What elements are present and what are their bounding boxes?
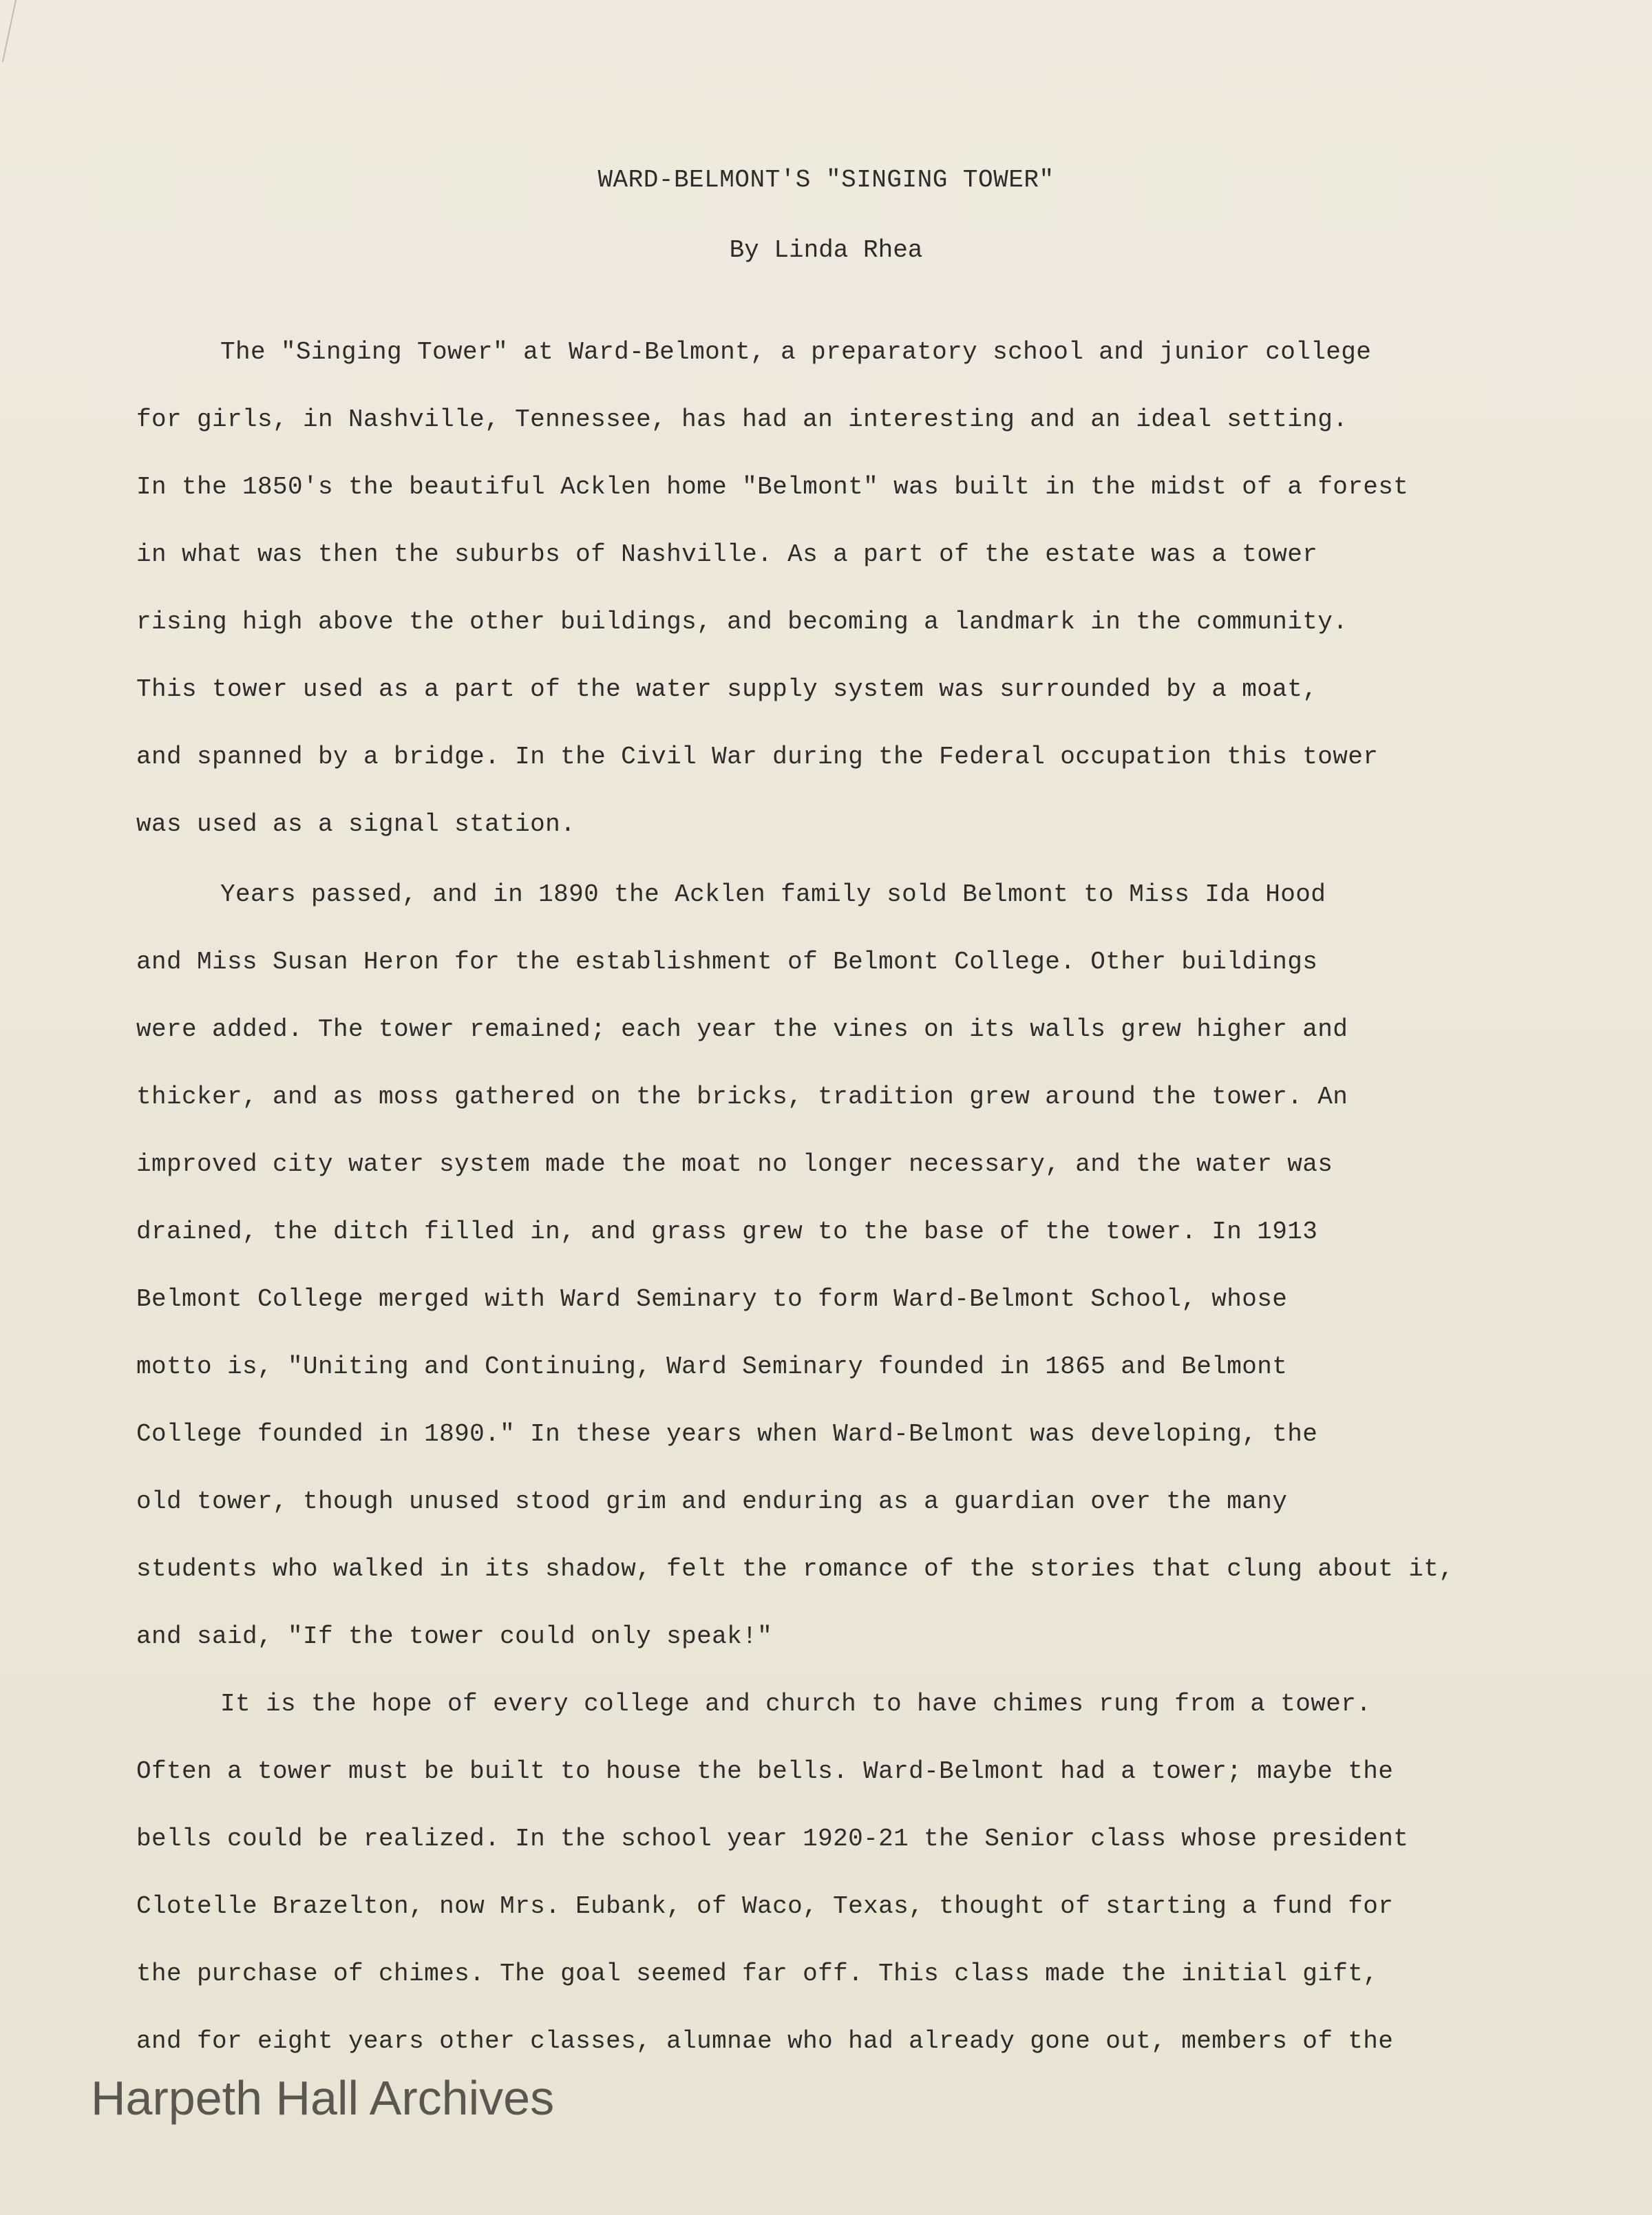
- text-line: and for eight years other classes, alumnae who had already gone out, members of the: [136, 2027, 1394, 2055]
- text-line: Often a tower must be built to house the bells. Ward-Belmont had a tower; maybe the: [136, 1757, 1394, 1785]
- archive-watermark: Harpeth Hall Archives: [91, 2071, 555, 2125]
- text-line: Belmont College merged with Ward Seminary to form Ward-Belmont School, whose: [136, 1285, 1288, 1313]
- text-line: were added. The tower remained; each year the vines on its walls grew higher and: [136, 1015, 1348, 1043]
- text-line: and Miss Susan Heron for the establishment of Belmont College. Other buildings: [136, 948, 1318, 976]
- text-line: was used as a signal station.: [136, 810, 576, 838]
- text-line: Clotelle Brazelton, now Mrs. Eubank, of Waco, Texas, thought of starting a fund for: [136, 1892, 1394, 1920]
- text-line: the purchase of chimes. The goal seemed far off. This class made the initial gift,: [136, 1960, 1379, 1988]
- text-line: It is the hope of every college and church to have chimes rung from a tower.: [220, 1690, 1372, 1718]
- text-line: The "Singing Tower" at Ward-Belmont, a preparatory school and junior college: [220, 338, 1372, 366]
- page-corner-fold: [0, 0, 17, 62]
- text-line: This tower used as a part of the water supply system was surrounded by a moat,: [136, 675, 1318, 703]
- text-line: and said, "If the tower could only speak!": [136, 1622, 773, 1651]
- text-line: rising high above the other buildings, and becoming a landmark in the community.: [136, 608, 1348, 636]
- text-line: improved city water system made the moat no longer necessary, and the water was: [136, 1150, 1333, 1178]
- text-line: in what was then the suburbs of Nashville. As a part of the estate was a tower: [136, 540, 1318, 569]
- text-line: bells could be realized. In the school year 1920-21 the Senior class whose president: [136, 1825, 1409, 1853]
- text-line: Years passed, and in 1890 the Acklen family sold Belmont to Miss Ida Hood: [220, 880, 1326, 909]
- text-line: and spanned by a bridge. In the Civil War during the Federal occupation this tower: [136, 743, 1379, 771]
- text-line: for girls, in Nashville, Tennessee, has had an interesting and an ideal setting.: [136, 405, 1348, 434]
- text-line: College founded in 1890." In these years when Ward-Belmont was developing, the: [136, 1420, 1318, 1448]
- text-line: drained, the ditch filled in, and grass grew to the base of the tower. In 1913: [136, 1218, 1318, 1246]
- text-line: thicker, and as moss gathered on the bricks, tradition grew around the tower. An: [136, 1083, 1348, 1111]
- text-line: students who walked in its shadow, felt the romance of the stories that clung about it,: [136, 1555, 1454, 1583]
- document-title: WARD-BELMONT'S "SINGING TOWER": [597, 166, 1055, 194]
- text-line: old tower, though unused stood grim and enduring as a guardian over the many: [136, 1487, 1288, 1516]
- text-line: In the 1850's the beautiful Acklen home "Belmont" was built in the midst of a forest: [136, 473, 1409, 501]
- document-byline: By Linda Rhea: [729, 236, 923, 264]
- text-line: motto is, "Uniting and Continuing, Ward Seminary founded in 1865 and Belmont: [136, 1353, 1288, 1381]
